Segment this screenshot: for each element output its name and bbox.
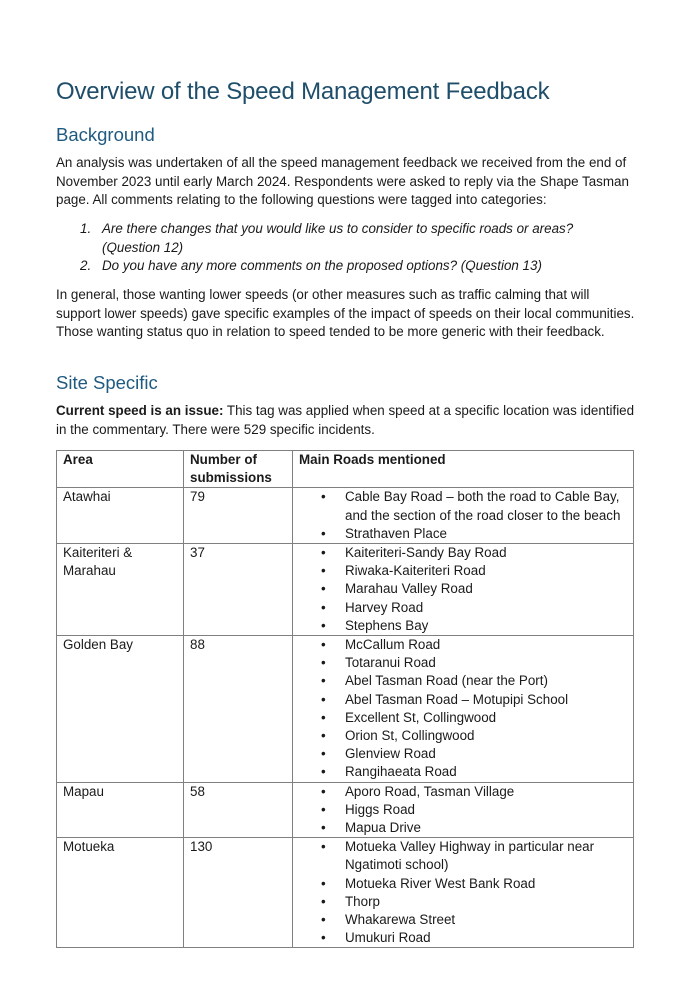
road-item: • Thorp	[293, 893, 633, 911]
table-row	[57, 782, 634, 838]
cell-roads	[293, 636, 634, 783]
roads-list	[293, 488, 633, 543]
cell-roads	[293, 838, 634, 948]
question-list	[56, 220, 616, 276]
roads-list	[293, 544, 633, 635]
road-item: • Totaranui Road	[293, 654, 633, 672]
road-item: • Riwaka-Kaiteriteri Road	[293, 562, 633, 580]
road-item: • Abel Tasman Road – Motupipi School	[293, 691, 633, 709]
road-item: • Whakarewa Street	[293, 911, 633, 929]
cell-roads	[293, 488, 634, 544]
header-roads: Main Roads mentioned	[293, 451, 634, 488]
question-item	[56, 257, 616, 276]
road-item: • Abel Tasman Road (near the Port)	[293, 672, 633, 690]
roads-list	[293, 838, 633, 947]
cell-roads	[293, 782, 634, 838]
road-item: • Umukuri Road	[293, 929, 633, 947]
table-body	[57, 488, 634, 948]
cell-area: Mapau	[57, 782, 184, 838]
road-item: • Higgs Road	[293, 801, 633, 819]
road-item: • Cable Bay Road – both the road to Cable Bay, and the section of the road closer to the beach	[293, 488, 633, 524]
question-number: 1.	[80, 221, 92, 236]
road-item: • Glenview Road	[293, 745, 633, 763]
tag-label: Current speed is an issue:	[56, 403, 224, 418]
table-row	[57, 544, 634, 636]
site-specific-heading: Site Specific	[56, 372, 158, 393]
table-row	[57, 838, 634, 948]
road-item: • McCallum Road	[293, 636, 633, 654]
cell-area: Atawhai	[57, 488, 184, 544]
background-intro: An analysis was undertaken of all the speed management feedback we received from the end of November 2023 until early March 2024. Respondents were asked to reply via the Shape Tasman page. All comments relating to the following questions were tagged into categories:	[56, 155, 629, 207]
question-number: 2.	[80, 258, 92, 273]
tag-description	[56, 402, 636, 439]
cell-roads	[293, 544, 634, 636]
roads-list	[293, 783, 633, 838]
question-text: Are there changes that you would like us to consider to specific roads or areas? (Question 12)	[102, 221, 574, 255]
page-title: Overview of the Speed Management Feedback	[56, 78, 550, 105]
table-row	[57, 488, 634, 544]
road-item: • Rangihaeata Road	[293, 763, 633, 781]
road-item: • Harvey Road	[293, 599, 633, 617]
cell-area: Motueka	[57, 838, 184, 948]
road-item: • Orion St, Collingwood	[293, 727, 633, 745]
cell-submissions: 37	[184, 544, 293, 636]
road-item: • Motueka Valley Highway in particular near Ngatimoti school)	[293, 838, 633, 874]
table-row	[57, 636, 634, 783]
header-submissions: Number of submissions	[184, 451, 293, 488]
cell-submissions: 130	[184, 838, 293, 948]
road-item: • Motueka River West Bank Road	[293, 875, 633, 893]
question-item	[56, 220, 616, 257]
road-item: • Excellent St, Collingwood	[293, 709, 633, 727]
road-item: • Kaiteriteri-Sandy Bay Road	[293, 544, 633, 562]
header-area: Area	[57, 451, 184, 488]
tag-text: This tag was applied when speed at a specific location was identified in the commentary. There were 529 specific incidents.	[56, 403, 635, 437]
road-item: • Marahau Valley Road	[293, 580, 633, 598]
road-item: • Mapua Drive	[293, 819, 633, 837]
roads-list	[293, 636, 633, 782]
question-text: Do you have any more comments on the proposed options? (Question 13)	[102, 258, 542, 273]
cell-area: Golden Bay	[57, 636, 184, 783]
table-header-row	[57, 451, 634, 488]
cell-area: Kaiteriteri & Marahau	[57, 544, 184, 636]
cell-submissions: 79	[184, 488, 293, 544]
road-item: • Strathaven Place	[293, 525, 633, 543]
submissions-table	[56, 450, 634, 948]
cell-submissions: 58	[184, 782, 293, 838]
background-heading: Background	[56, 124, 155, 145]
road-item: • Aporo Road, Tasman Village	[293, 783, 633, 801]
general-paragraph: In general, those wanting lower speeds (or other measures such as traffic calming that will support lower speeds) gave specific examples of the impact of speeds on their local communities. Those wanting status quo in relation to speed tended to be more generic with their feedback.	[56, 287, 635, 339]
road-item: • Stephens Bay	[293, 617, 633, 635]
cell-submissions: 88	[184, 636, 293, 783]
